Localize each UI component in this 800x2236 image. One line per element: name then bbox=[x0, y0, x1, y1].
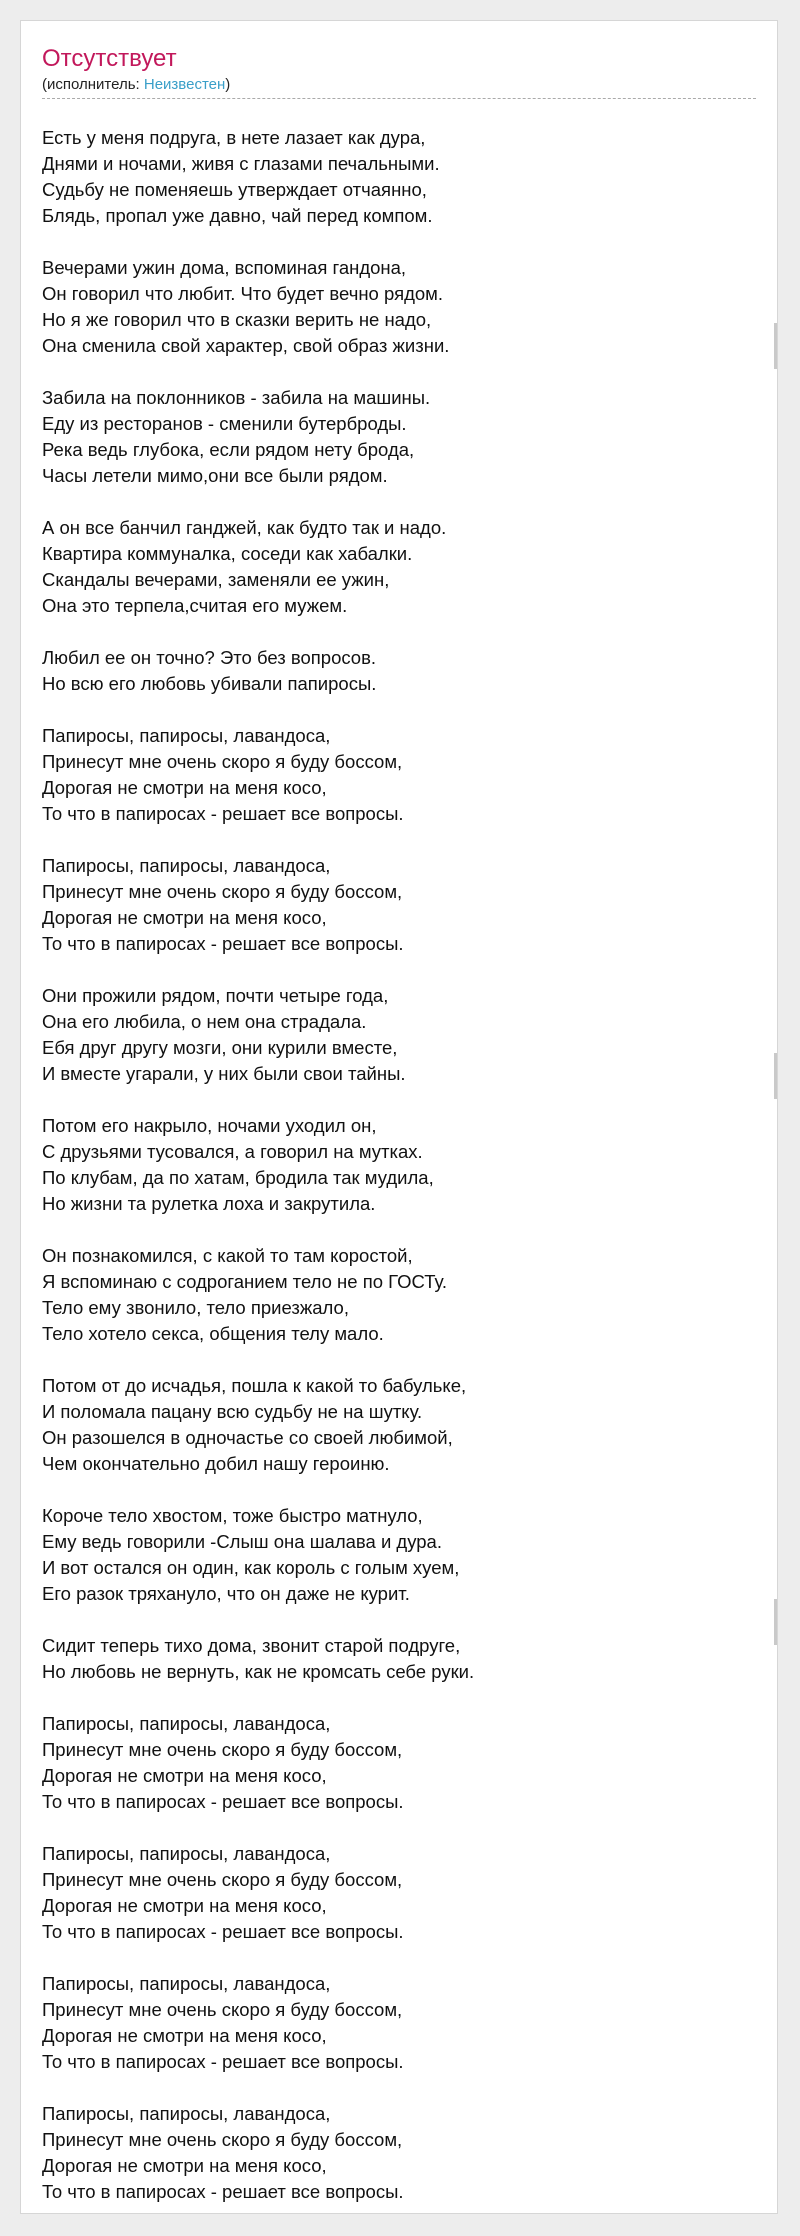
lyrics-stanza bbox=[42, 125, 756, 229]
song-meta bbox=[42, 75, 756, 99]
lyric-line: Днями и ночами, живя с глазами печальными. bbox=[42, 153, 440, 174]
lyric-line: Ему ведь говорили -Слыш она шалава и дура. bbox=[42, 1531, 442, 1552]
lyric-line: И поломала пацану всю судьбу не на шутку. bbox=[42, 1401, 423, 1422]
lyrics-stanza bbox=[42, 2101, 756, 2205]
lyric-line: Папиросы, папиросы, лавандоса, bbox=[42, 1843, 331, 1864]
lyrics-stanza bbox=[42, 1841, 756, 1945]
lyric-line: Тело ему звонило, тело приезжало, bbox=[42, 1297, 349, 1318]
lyric-line: То что в папиросах - решает все вопросы. bbox=[42, 2181, 404, 2202]
meta-prefix: (исполнитель: bbox=[42, 76, 144, 93]
lyric-line: Она это терпела,считая его мужем. bbox=[42, 595, 348, 616]
lyric-line: Потом его накрыло, ночами уходил он, bbox=[42, 1115, 377, 1136]
lyric-line: Принесут мне очень скоро я буду боссом, bbox=[42, 2129, 403, 2150]
lyric-line: Он познакомился, с какой то там коростой, bbox=[42, 1245, 413, 1266]
lyric-line: Папиросы, папиросы, лавандоса, bbox=[42, 2103, 331, 2124]
lyric-line: Папиросы, папиросы, лавандоса, bbox=[42, 855, 331, 876]
lyrics-stanza bbox=[42, 255, 756, 359]
lyrics-body bbox=[42, 125, 756, 2231]
lyric-line: Тело хотело секса, общения телу мало. bbox=[42, 1323, 384, 1344]
lyric-line: Сидит теперь тихо дома, звонит старой подруге, bbox=[42, 1635, 461, 1656]
lyric-line: Дорогая не смотри на меня косо, bbox=[42, 2025, 327, 2046]
lyric-line: Он говорил что любит. Что будет вечно рядом. bbox=[42, 283, 444, 304]
song-header bbox=[42, 45, 756, 99]
lyric-line: Принесут мне очень скоро я буду боссом, bbox=[42, 881, 403, 902]
lyric-line: Принесут мне очень скоро я буду боссом, bbox=[42, 1869, 403, 1890]
lyric-line: И вместе угарали, у них были свои тайны. bbox=[42, 1063, 406, 1084]
lyric-line: Он разошелся в одночастье со своей любимой, bbox=[42, 1427, 453, 1448]
lyric-line: С друзьями тусовался, а говорил на мутках. bbox=[42, 1141, 423, 1162]
lyric-line: А он все банчил ганджей, как будто так и надо. bbox=[42, 517, 447, 538]
artist-link[interactable]: Неизвестен bbox=[143, 76, 226, 93]
lyric-line: Но любовь не вернуть, как не кромсать себе руки. bbox=[42, 1661, 475, 1682]
lyrics-stanza bbox=[42, 385, 756, 489]
lyric-line: Принесут мне очень скоро я буду боссом, bbox=[42, 751, 403, 772]
lyric-line: Папиросы, папиросы, лавандоса, bbox=[42, 1713, 331, 1734]
lyric-line: То что в папиросах - решает все вопросы. bbox=[42, 933, 404, 954]
lyric-line: Дорогая не смотри на меня косо, bbox=[42, 1895, 327, 1916]
lyric-line: Часы летели мимо,они все были рядом. bbox=[42, 465, 388, 486]
lyric-line: Папиросы, папиросы, лавандоса, bbox=[42, 725, 331, 746]
lyrics-stanza bbox=[42, 1243, 756, 1347]
lyric-line: Но всю его любовь убивали папиросы. bbox=[42, 673, 377, 694]
lyric-line: Потом от до исчадья, пошла к какой то бабульке, bbox=[42, 1375, 467, 1396]
lyric-line: Она его любила, о нем она страдала. bbox=[42, 1011, 367, 1032]
lyric-line: По клубам, да по хатам, бродила так мудила, bbox=[42, 1167, 434, 1188]
lyric-line: То что в папиросах - решает все вопросы. bbox=[42, 2051, 404, 2072]
lyric-line: Она сменила свой характер, свой образ жизни. bbox=[42, 335, 450, 356]
lyric-line: Дорогая не смотри на меня косо, bbox=[42, 907, 327, 928]
lyric-line: Дорогая не смотри на меня косо, bbox=[42, 2155, 327, 2176]
song-title: Отсутствует bbox=[42, 45, 177, 72]
lyrics-card bbox=[20, 20, 778, 2214]
lyrics-stanza bbox=[42, 853, 756, 957]
lyrics-stanza bbox=[42, 645, 756, 697]
lyric-line: Короче тело хвостом, тоже быстро матнуло, bbox=[42, 1505, 423, 1526]
lyric-line: Его разок тряхануло, что он даже не курит. bbox=[42, 1583, 410, 1604]
lyrics-stanza bbox=[42, 1633, 756, 1685]
lyrics-stanza bbox=[42, 983, 756, 1087]
lyric-line: Вечерами ужин дома, вспоминая гандона, bbox=[42, 257, 407, 278]
meta-suffix: ) bbox=[225, 76, 231, 93]
lyrics-stanza bbox=[42, 1503, 756, 1607]
lyric-line: Ебя друг другу мозги, они курили вместе, bbox=[42, 1037, 398, 1058]
lyric-line: То что в папиросах - решает все вопросы. bbox=[42, 1791, 404, 1812]
lyrics-stanza bbox=[42, 1373, 756, 1477]
lyric-line: Я вспоминаю с содроганием тело не по ГОСТу. bbox=[42, 1271, 448, 1292]
lyric-line: Папиросы, папиросы, лавандоса, bbox=[42, 1973, 331, 1994]
lyrics-stanza bbox=[42, 723, 756, 827]
lyric-line: Чем окончательно добил нашу героиню. bbox=[42, 1453, 390, 1474]
lyric-line: И вот остался он один, как король с голым хуем, bbox=[42, 1557, 460, 1578]
lyric-line: Они прожили рядом, почти четыре года, bbox=[42, 985, 389, 1006]
lyric-line: Квартира коммуналка, соседи как хабалки. bbox=[42, 543, 413, 564]
lyric-line: Принесут мне очень скоро я буду боссом, bbox=[42, 1999, 403, 2020]
lyric-line: То что в папиросах - решает все вопросы. bbox=[42, 1921, 404, 1942]
lyric-line: Судьбу не поменяешь утверждает отчаянно, bbox=[42, 179, 427, 200]
lyric-line: Дорогая не смотри на меня косо, bbox=[42, 1765, 327, 1786]
lyric-line: Но я же говорил что в сказки верить не надо, bbox=[42, 309, 432, 330]
lyric-line: Но жизни та рулетка лоха и закрутила. bbox=[42, 1193, 376, 1214]
lyrics-stanza bbox=[42, 1711, 756, 1815]
lyric-line: Еду из ресторанов - сменили бутерброды. bbox=[42, 413, 407, 434]
lyric-line: То что в папиросах - решает все вопросы. bbox=[42, 803, 404, 824]
lyrics-stanza bbox=[42, 515, 756, 619]
lyric-line: Дорогая не смотри на меня косо, bbox=[42, 777, 327, 798]
lyric-line: Скандалы вечерами, заменяли ее ужин, bbox=[42, 569, 390, 590]
lyric-line: Блядь, пропал уже давно, чай перед компом. bbox=[42, 205, 433, 226]
lyric-line: Река ведь глубока, если рядом нету брода, bbox=[42, 439, 415, 460]
lyric-line: Забила на поклонников - забила на машины. bbox=[42, 387, 431, 408]
lyric-line: Принесут мне очень скоро я буду боссом, bbox=[42, 1739, 403, 1760]
lyric-line: Любил ее он точно? Это без вопросов. bbox=[42, 647, 377, 668]
side-decoration bbox=[774, 1053, 777, 1099]
lyrics-stanza bbox=[42, 1971, 756, 2075]
side-decoration bbox=[774, 323, 777, 369]
side-decoration bbox=[774, 1599, 777, 1645]
lyrics-stanza bbox=[42, 1113, 756, 1217]
lyric-line: Есть у меня подруга, в нете лазает как дура, bbox=[42, 127, 426, 148]
